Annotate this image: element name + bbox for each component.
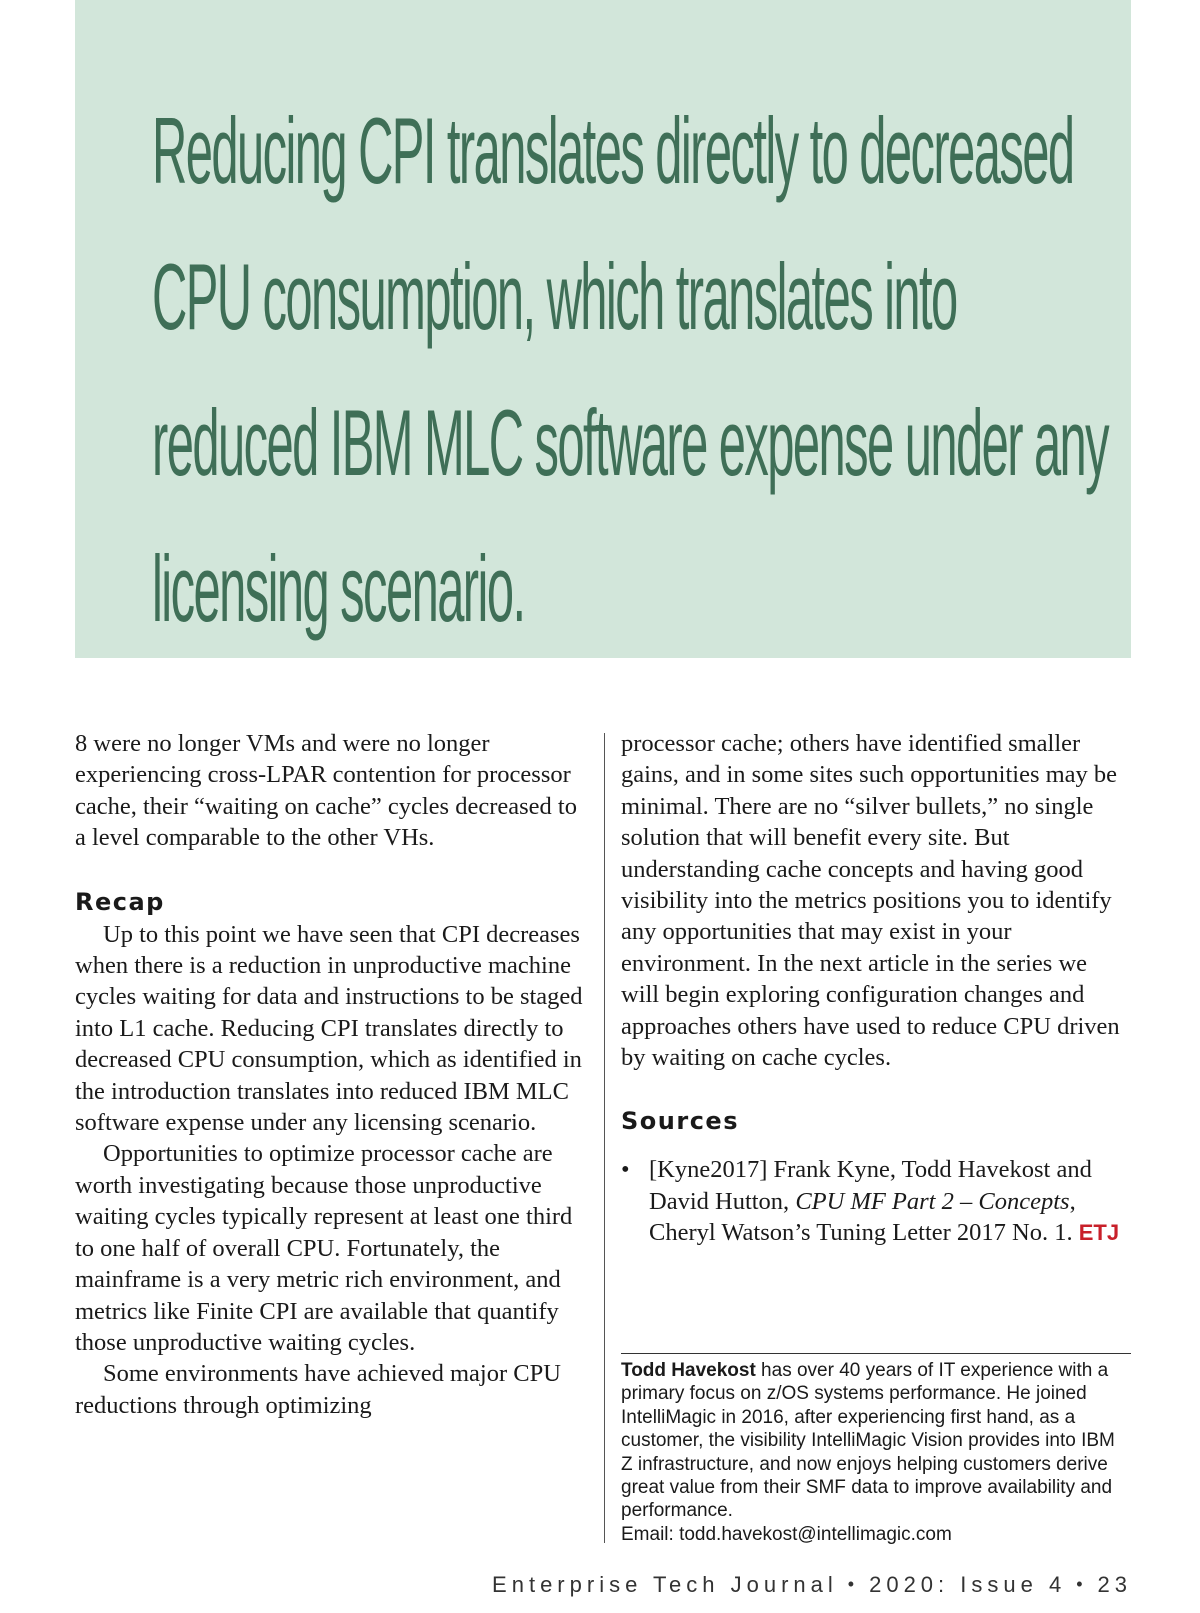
- source-publication: , Cheryl Watson’s Tuning Letter 2017 No. 1.: [649, 1187, 1079, 1247]
- issue-label: 2020: Issue 4: [869, 1572, 1067, 1597]
- page-footer: [492, 1572, 1132, 1598]
- bullet-icon: •: [621, 1156, 630, 1184]
- left-column: [75, 728, 590, 1421]
- page-number: 23: [1097, 1572, 1132, 1597]
- right-continuation-paragraph: processor cache; others have identified smaller gains, and in some sites such opportunities may be minimal. There are no “silver bullets,” no single solution that will benefit every site. But understanding cache concepts and having good visibility into the metrics positions you to identify any opportunities that may exist in your environment. In the next article in the series we will begin exploring configuration changes and approaches others have used to reduce CPU driven by waiting on cache cycles.: [621, 730, 1120, 1072]
- author-bio-text: has over 40 years of IT experience with a primary focus on z/OS systems performance. He joined IntelliMagic in 2016, after experiencing first hand, as a customer, the visibility IntelliMagic Vision provides into IBM Z infrastructure, and now enjoys helping customers derive great value from their SMF data to improve availability and performance.: [621, 1360, 1115, 1522]
- pull-quote: Reducing CPI translates directly to decreased CPU consumption, which translates into reduced IBM MLC software expense under any licensing scenario.: [152, 98, 1109, 641]
- source-item: [621, 1154, 1131, 1248]
- source-authors: [Kyne2017] Frank Kyne, Todd Havekost and David Hutton,: [649, 1156, 1092, 1215]
- recap-paragraph-2: Opportunities to optimize processor cache are worth investigating because those unproductive waiting cycles typically represent at least one third to one half of overall CPU. Fortunately, the mainframe is a very metric rich environment, and metrics like Finite CPI are available that quantify those unproductive waiting cycles.: [75, 1140, 573, 1356]
- recap-paragraph-1: Up to this point we have seen that CPI decreases when there is a reduction in unproductive machine cycles waiting for data and instructions to be staged into L1 cache. Reducing CPI translates directly to decreased CPU consumption, which as identified in the introduction translates into reduced IBM MLC software expense under any licensing scenario.: [75, 920, 583, 1137]
- source-title: CPU MF Part 2 – Concepts: [795, 1187, 1070, 1215]
- sources-heading: Sources: [621, 1107, 739, 1136]
- footer-separator-1: •: [847, 1574, 860, 1594]
- footer-separator-2: •: [1076, 1574, 1088, 1594]
- author-email: Email: todd.havekost@intellimagic.com: [621, 1523, 952, 1545]
- author-bio: [621, 1359, 1131, 1546]
- end-mark: ETJ: [1078, 1220, 1120, 1246]
- right-column: [621, 728, 1131, 1249]
- author-name: Todd Havekost: [621, 1360, 756, 1381]
- column-divider: [604, 733, 605, 1543]
- left-continuation-paragraph: 8 were no longer VMs and were no longer experiencing cross-LPAR contention for processor cache, their “waiting on cache” cycles decreased to a level comparable to the other VHs.: [75, 730, 577, 852]
- pull-quote-box: [75, 0, 1131, 658]
- publication-name: Enterprise Tech Journal: [492, 1572, 838, 1597]
- recap-heading: Recap: [75, 887, 165, 916]
- bio-divider: [621, 1353, 1131, 1354]
- recap-paragraph-3: Some environments have achieved major CPU reductions through optimizing: [75, 1360, 561, 1419]
